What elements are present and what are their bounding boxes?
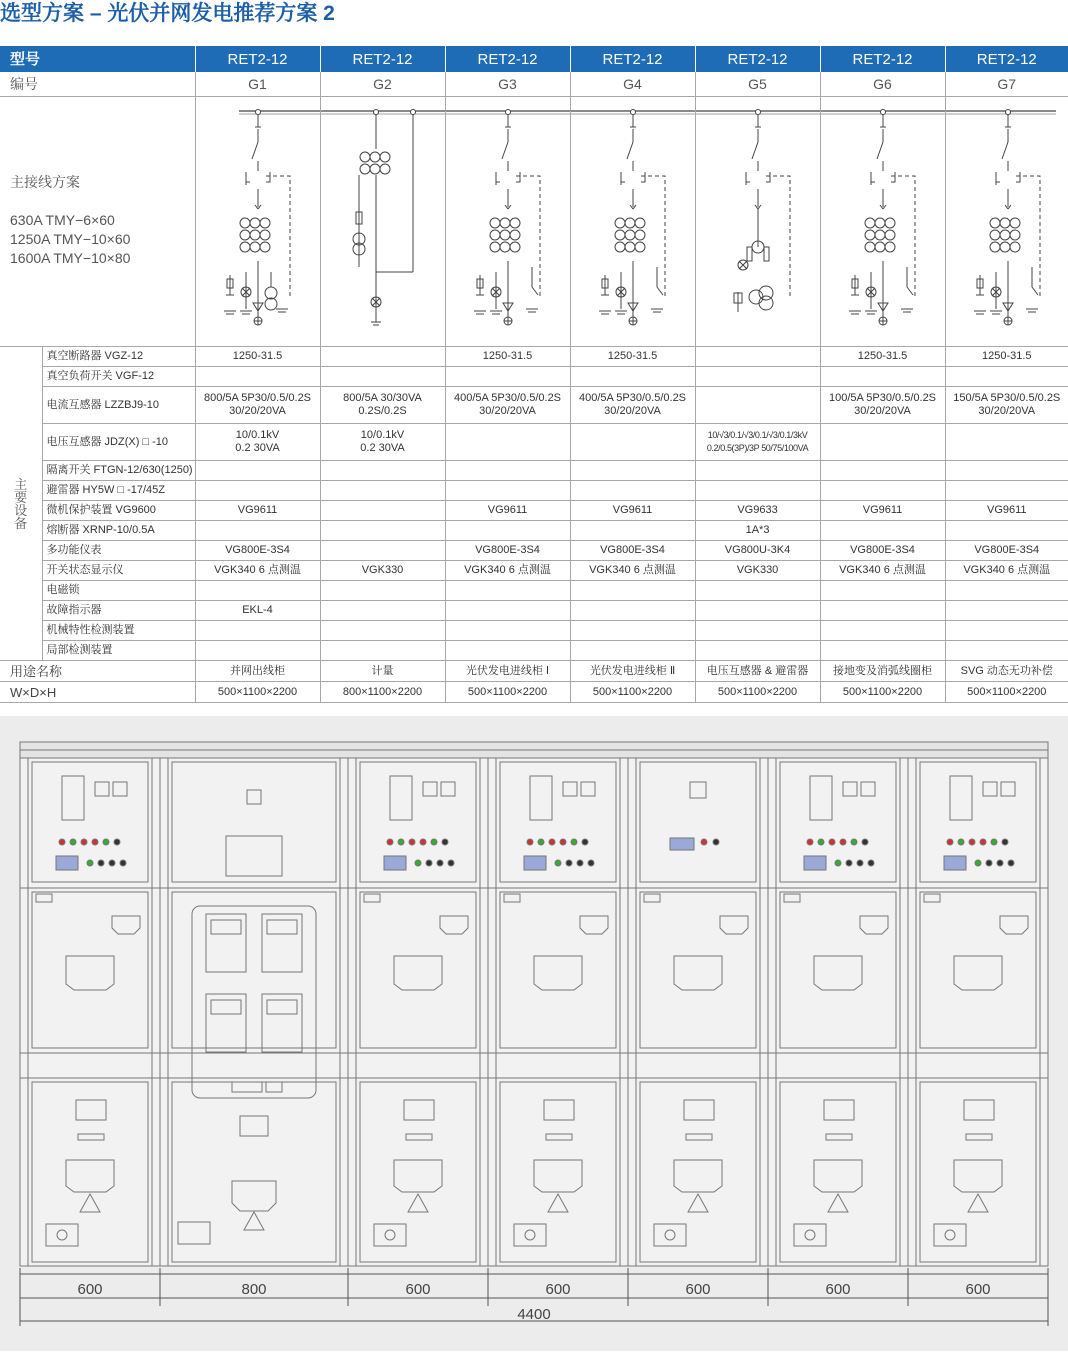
equipment-value xyxy=(820,387,945,424)
model-g3: RET2-12 xyxy=(445,46,570,72)
equipment-value-line: VG9633 xyxy=(737,504,778,516)
equipment-value xyxy=(695,581,820,601)
equipment-value xyxy=(195,601,320,621)
cabinet-elevation xyxy=(0,716,1068,1351)
equipment-value xyxy=(195,461,320,481)
equipment-value-line: VG800U-3K4 xyxy=(724,544,791,556)
equipment-value xyxy=(820,424,945,461)
single-line-diagram xyxy=(821,97,946,346)
equipment-row xyxy=(0,367,1068,387)
equipment-value xyxy=(195,541,320,561)
equipment-value-line: 0.2/0.5(3P)/3P 50/75/100VA xyxy=(706,443,809,453)
equipment-value-line: VG9611 xyxy=(237,504,278,516)
equipment-value xyxy=(570,521,695,541)
equipment-value xyxy=(445,347,570,367)
equipment-value-line: VGK340 6 点测温 xyxy=(214,564,301,576)
equipment-value xyxy=(945,581,1068,601)
equipment-value xyxy=(570,601,695,621)
model-g7: RET2-12 xyxy=(945,46,1068,72)
equipment-value xyxy=(445,621,570,641)
equipment-value-line: 30/20/20VA xyxy=(229,405,286,417)
equipment-value-line: 30/20/20VA xyxy=(854,405,911,417)
equipment-value xyxy=(570,461,695,481)
equipment-value-line: VG9611 xyxy=(487,504,528,516)
equipment-value-line: 1250-31.5 xyxy=(607,350,658,362)
equipment-value-line: 10/0.1kV xyxy=(235,429,280,441)
equipment-value xyxy=(945,621,1068,641)
equipment-value xyxy=(570,621,695,641)
equipment-value-line: 0.2S/0.2S xyxy=(358,405,407,417)
equipment-value-line: VG9611 xyxy=(986,504,1027,516)
dims-row-value: 500×1100×2200 xyxy=(570,682,695,703)
equipment-name: 电磁锁 xyxy=(42,581,195,601)
equipment-value-line: 800/5A 5P30/0.5/0.2S xyxy=(203,392,312,404)
equipment-value xyxy=(320,641,445,661)
equipment-value xyxy=(695,521,820,541)
scheme-diagram-g4 xyxy=(570,97,695,347)
equipment-row xyxy=(0,347,1068,367)
equipment-value xyxy=(195,641,320,661)
dims-row-label: W×D×H xyxy=(0,682,195,703)
wiring-scheme-row xyxy=(0,97,1068,347)
equipment-value xyxy=(695,621,820,641)
equipment-value xyxy=(195,387,320,424)
cabinet-width-label: 600 xyxy=(545,1281,571,1298)
equipment-value xyxy=(945,347,1068,367)
equipment-row xyxy=(0,501,1068,521)
cabinet-width-label: 600 xyxy=(77,1281,103,1298)
model-g6: RET2-12 xyxy=(820,46,945,72)
equipment-value xyxy=(445,387,570,424)
equipment-value-line: 1250-31.5 xyxy=(981,350,1032,362)
equipment-value xyxy=(570,424,695,461)
cabinet-width-label: 800 xyxy=(241,1281,267,1298)
equipment-value xyxy=(820,541,945,561)
equipment-name: 开关状态显示仪 xyxy=(42,561,195,581)
equipment-value-line: 1A*3 xyxy=(745,524,770,536)
equipment-row xyxy=(0,481,1068,501)
equipment-value xyxy=(945,424,1068,461)
single-line-diagram xyxy=(946,97,1068,346)
equipment-value xyxy=(195,561,320,581)
busbar-option: 1600A TMY−10×80 xyxy=(10,250,131,266)
dims-row-value: 800×1100×2200 xyxy=(320,682,445,703)
equipment-value-line: VGK330 xyxy=(736,564,779,576)
equipment-value xyxy=(320,387,445,424)
equipment-row xyxy=(0,424,1068,461)
equipment-value xyxy=(945,367,1068,387)
equipment-value xyxy=(320,581,445,601)
equipment-value xyxy=(570,581,695,601)
dims-row-value: 500×1100×2200 xyxy=(445,682,570,703)
equipment-name: 多功能仪表 xyxy=(42,541,195,561)
equipment-value xyxy=(695,347,820,367)
code-g1: G1 xyxy=(195,72,320,97)
dims-row-value: 500×1100×2200 xyxy=(820,682,945,703)
model-g2: RET2-12 xyxy=(320,46,445,72)
equipment-value-line: VG800E-3S4 xyxy=(974,544,1040,556)
equipment-value-line: VGK340 6 点测温 xyxy=(464,564,551,576)
equipment-value xyxy=(820,601,945,621)
equipment-value-line: 30/20/20VA xyxy=(978,405,1036,417)
model-row xyxy=(0,46,1068,72)
equipment-value-line: VG800E-3S4 xyxy=(600,544,665,556)
cabinet-width-label: 600 xyxy=(965,1281,991,1298)
equipment-value xyxy=(445,521,570,541)
equipment-name: 局部检测装置 xyxy=(42,641,195,661)
equipment-value xyxy=(195,481,320,501)
equipment-value-line: 0.2 30VA xyxy=(360,442,405,454)
equipment-value xyxy=(445,541,570,561)
usage-row-value: 计量 xyxy=(320,661,445,682)
model-g4: RET2-12 xyxy=(570,46,695,72)
equipment-value xyxy=(695,367,820,387)
code-g7: G7 xyxy=(945,72,1068,97)
usage-row-value: SVG 动态无功补偿 xyxy=(945,661,1068,682)
equipment-value-line: 100/5A 5P30/0.5/0.2S xyxy=(828,392,937,404)
usage-row xyxy=(0,661,1068,682)
equipment-value xyxy=(570,641,695,661)
cabinet-1 xyxy=(20,758,160,1266)
equipment-value xyxy=(695,561,820,581)
model-g5: RET2-12 xyxy=(695,46,820,72)
equipment-value xyxy=(820,367,945,387)
scheme-label: 主接线方案 xyxy=(10,174,80,190)
equipment-value xyxy=(445,561,570,581)
equipment-value-line: VGK330 xyxy=(361,564,404,576)
cabinet-7 xyxy=(908,758,1048,1266)
equipment-value-line: VG800E-3S4 xyxy=(850,544,915,556)
cabinet-width-label: 600 xyxy=(825,1281,851,1298)
equipment-value-line: VG800E-3S4 xyxy=(475,544,540,556)
equipment-value xyxy=(195,581,320,601)
equipment-value-line: 10/0.1kV xyxy=(360,429,405,441)
equipment-row xyxy=(0,461,1068,481)
equipment-value xyxy=(820,581,945,601)
single-line-diagram xyxy=(571,97,696,346)
equipment-value xyxy=(320,621,445,641)
equipment-name: 电压互感器 JDZ(X) □ -10 xyxy=(42,424,195,461)
equipment-value xyxy=(695,501,820,521)
equipment-value-line: VG9611 xyxy=(612,504,653,516)
equipment-value-line: VGK340 6 点测温 xyxy=(963,564,1051,576)
equipment-value xyxy=(320,481,445,501)
equipment-row xyxy=(0,621,1068,641)
equipment-name: 隔离开关 FTGN-12/630(1250) xyxy=(42,461,195,481)
model-g1: RET2-12 xyxy=(195,46,320,72)
equipment-value xyxy=(820,481,945,501)
equipment-value xyxy=(445,641,570,661)
equipment-value xyxy=(570,541,695,561)
equipment-value xyxy=(695,601,820,621)
scheme-diagram-g2 xyxy=(320,97,445,347)
equipment-value xyxy=(695,481,820,501)
dims-row-value: 500×1100×2200 xyxy=(945,682,1068,703)
equipment-value-line: VGK340 6 点测温 xyxy=(839,564,926,576)
cabinet-width-label: 600 xyxy=(405,1281,431,1298)
equipment-row xyxy=(0,581,1068,601)
equipment-value xyxy=(570,481,695,501)
equipment-name: 机械特性检测装置 xyxy=(42,621,195,641)
equipment-value xyxy=(445,501,570,521)
equipment-name: 微机保护装置 VG9600 xyxy=(42,501,195,521)
equipment-name: 故障指示器 xyxy=(42,601,195,621)
equipment-value xyxy=(820,461,945,481)
equipment-value xyxy=(195,347,320,367)
equipment-value xyxy=(195,621,320,641)
usage-row-value: 光伏发电进线柜 Ⅰ xyxy=(445,661,570,682)
equipment-row xyxy=(0,641,1068,661)
equipment-value-line: 10/√3/0.1/√3/0.1/√3/0.1/3kV xyxy=(707,430,808,440)
code-label: 编号 xyxy=(0,72,195,97)
equipment-value xyxy=(445,481,570,501)
total-width-label: 4400 xyxy=(517,1306,551,1323)
equipment-value xyxy=(570,387,695,424)
equipment-value-line: VG800E-3S4 xyxy=(225,544,290,556)
equipment-name: 真空负荷开关 VGF-12 xyxy=(42,367,195,387)
equipment-value xyxy=(320,367,445,387)
equipment-value xyxy=(820,621,945,641)
scheme-diagram-g1 xyxy=(195,97,320,347)
dims-row xyxy=(0,682,1068,703)
equipment-value-line: 150/5A 5P30/0.5/0.2S xyxy=(953,392,1061,404)
equipment-value xyxy=(195,501,320,521)
elevation-drawing xyxy=(0,716,1068,1351)
usage-row-value: 光伏发电进线柜 Ⅱ xyxy=(570,661,695,682)
equipment-value xyxy=(820,521,945,541)
equipment-value-line: 1250-31.5 xyxy=(482,350,533,362)
equipment-value xyxy=(945,521,1068,541)
equipment-value xyxy=(945,387,1068,424)
equipment-value xyxy=(320,561,445,581)
equipment-value xyxy=(195,367,320,387)
equipment-value xyxy=(820,561,945,581)
equipment-value xyxy=(320,347,445,367)
equipment-value xyxy=(195,424,320,461)
equipment-value xyxy=(195,521,320,541)
equipment-value xyxy=(945,641,1068,661)
scheme-diagram-g7 xyxy=(945,97,1068,347)
equipment-value xyxy=(945,461,1068,481)
equipment-value xyxy=(320,461,445,481)
code-g3: G3 xyxy=(445,72,570,97)
equipment-value xyxy=(445,581,570,601)
equipment-value xyxy=(945,541,1068,561)
main-equipment-label: 主 要 设 备 xyxy=(0,347,42,661)
equipment-value xyxy=(820,641,945,661)
cabinet-width-label: 600 xyxy=(685,1281,711,1298)
scheme-cell xyxy=(0,97,195,347)
equipment-value-line: EKL-4 xyxy=(242,604,273,616)
equipment-name: 真空断路器 VGZ-12 xyxy=(42,347,195,367)
single-line-diagram xyxy=(321,97,446,346)
equipment-row xyxy=(0,387,1068,424)
equipment-value xyxy=(945,561,1068,581)
equipment-value xyxy=(320,601,445,621)
cabinet-3 xyxy=(348,758,488,1266)
code-row xyxy=(0,72,1068,97)
busbar-option: 630A TMY−6×60 xyxy=(10,212,115,228)
busbar-option: 1250A TMY−10×60 xyxy=(10,231,131,247)
equipment-value xyxy=(945,601,1068,621)
dims-row-value: 500×1100×2200 xyxy=(195,682,320,703)
code-g2: G2 xyxy=(320,72,445,97)
equipment-value xyxy=(320,424,445,461)
dims-row-value: 500×1100×2200 xyxy=(695,682,820,703)
page-title: 选型方案 – 光伏并网发电推荐方案 2 xyxy=(0,2,335,25)
equipment-value xyxy=(570,501,695,521)
scheme-diagram-g3 xyxy=(445,97,570,347)
equipment-value xyxy=(695,541,820,561)
equipment-value xyxy=(320,521,445,541)
equipment-value-line: 1250-31.5 xyxy=(857,350,908,362)
equipment-row xyxy=(0,541,1068,561)
code-g4: G4 xyxy=(570,72,695,97)
equipment-value xyxy=(445,461,570,481)
equipment-name: 避雷器 HY5W □ -17/45Z xyxy=(42,481,195,501)
usage-row-value: 电压互感器 & 避雷器 xyxy=(695,661,820,682)
single-line-diagram xyxy=(196,97,321,346)
equipment-name: 电流互感器 LZZBJ9-10 xyxy=(42,387,195,424)
single-line-diagram xyxy=(696,97,821,346)
cabinet-6 xyxy=(768,758,908,1266)
equipment-value-line: 800/5A 30/30VA xyxy=(343,392,422,404)
equipment-value xyxy=(695,387,820,424)
equipment-value-line: 1250-31.5 xyxy=(232,350,283,362)
equipment-value xyxy=(445,601,570,621)
equipment-value xyxy=(945,481,1068,501)
equipment-row xyxy=(0,601,1068,621)
usage-row-value: 并网出线柜 xyxy=(195,661,320,682)
code-g6: G6 xyxy=(820,72,945,97)
equipment-value xyxy=(445,367,570,387)
equipment-value-line: 400/5A 5P30/0.5/0.2S xyxy=(453,392,562,404)
equipment-value-line: 0.2 30VA xyxy=(235,442,280,454)
equipment-value xyxy=(820,501,945,521)
single-line-diagram xyxy=(446,97,571,346)
equipment-value-line: VGK340 6 点测温 xyxy=(589,564,676,576)
model-label: 型号 xyxy=(0,46,195,72)
usage-row-value: 接地变及消弧线圈柜 xyxy=(820,661,945,682)
equipment-value xyxy=(570,561,695,581)
scheme-diagram-g5 xyxy=(695,97,820,347)
equipment-value xyxy=(695,641,820,661)
equipment-value-line: VG9611 xyxy=(862,504,903,516)
code-g5: G5 xyxy=(695,72,820,97)
equipment-value xyxy=(820,347,945,367)
equipment-value xyxy=(320,501,445,521)
equipment-name: 熔断器 XRNP-10/0.5A xyxy=(42,521,195,541)
equipment-value-line: 30/20/20VA xyxy=(479,405,536,417)
equipment-value xyxy=(320,541,445,561)
equipment-value xyxy=(695,461,820,481)
equipment-value xyxy=(570,347,695,367)
cabinet-5 xyxy=(628,758,768,1266)
scheme-diagram-g6 xyxy=(820,97,945,347)
equipment-value xyxy=(570,367,695,387)
equipment-row xyxy=(0,561,1068,581)
equipment-row xyxy=(0,521,1068,541)
equipment-value xyxy=(695,424,820,461)
equipment-value-line: 400/5A 5P30/0.5/0.2S xyxy=(578,392,687,404)
equipment-value-line: 30/20/20VA xyxy=(604,405,661,417)
cabinet-4 xyxy=(488,758,628,1266)
selection-table xyxy=(0,46,1068,703)
equipment-value xyxy=(945,501,1068,521)
cabinet-2 xyxy=(160,758,348,1266)
usage-row-label: 用途名称 xyxy=(0,661,195,682)
equipment-value xyxy=(445,424,570,461)
